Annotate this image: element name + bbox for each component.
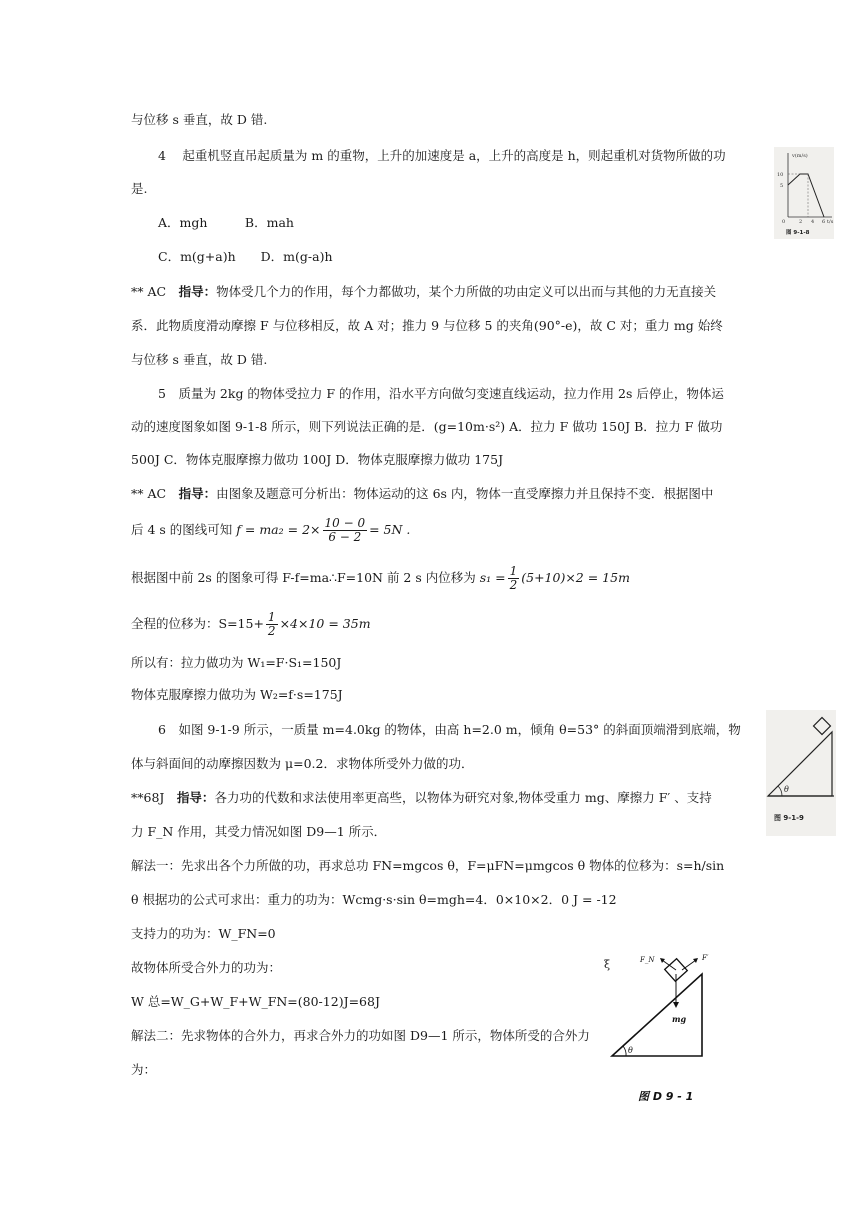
figure-d9-1 [598, 950, 718, 1110]
formula-text: 根据图中前 2s 的图象可得 F-f=ma∴F=10N 前 2 s 内位移为 [131, 570, 476, 585]
figure-9-1-8 [774, 147, 834, 239]
formula-line [131, 609, 371, 639]
option-line: C．m(g+a)h D．m(g-a)h [158, 249, 333, 264]
text-line: 支持力的功为：W_FN=0 [131, 926, 276, 941]
formula-text: 后 4 s 的图线可知 [131, 522, 233, 537]
text-line: 所以有：拉力做功为 W₁=F·S₁=150J [131, 655, 342, 670]
formula-rhs: ×4×10 = 35m [279, 616, 371, 631]
text-line: 解法二：先求物体的合外力，再求合外力的功如图 D9—1 所示，物体所受的合外力 [131, 1028, 590, 1043]
angle-label: θ [784, 785, 789, 794]
numerator: 10 − 0 [324, 516, 366, 530]
question-5: 5 质量为 2kg 的物体受拉力 F 的作用，沿水平方向做匀变速直线运动，拉力作用 2s 后停止，物体运 [158, 386, 724, 401]
axis-label-x: t/s [827, 219, 834, 225]
denominator: 2 [509, 578, 518, 592]
figure-9-1-9 [766, 710, 836, 836]
text-line: 力 F_N 作用，其受力情况如图 D9—1 所示． [131, 824, 387, 839]
tick-6: 6 [822, 219, 826, 225]
text-line: 是. [131, 181, 148, 196]
guide-label: 指导： [178, 486, 217, 501]
guide-label: 指导： [176, 790, 215, 805]
answer-text: 物体受几个力的作用，每个力都做功，某个力所做的功由定义可以出而与其他的力无直接关 [216, 284, 717, 299]
answer-text: 各力功的代数和求法使用率更高些，以物体为研究对象,物体受重力 mg、摩擦力 F′ 、支持 [214, 790, 712, 805]
text-line: 系．此物质度滑动摩擦 F 与位移相反，故 A 对；推力 9 与位移 5 的夹角(90°-e)，故 C 对；重力 mg 始终 [131, 318, 723, 333]
fraction [266, 611, 278, 638]
answer-text: 由图象及题意可分析出：物体运动的这 6s 内，物体一直受摩擦力并且保持不变．根据图中 [216, 486, 714, 501]
fraction [323, 517, 368, 544]
answer-label: ** AC [131, 486, 179, 501]
fraction [508, 565, 520, 592]
text-line: 与位移 s 垂直，故 D 错. [131, 352, 268, 367]
formula-lhs: f = ma₂ = 2× [236, 522, 321, 537]
formula-text: 全程的位移为：S=15+ [131, 616, 264, 631]
angle-label: θ [628, 1046, 633, 1055]
tick-2: 2 [799, 219, 803, 225]
text-line: 为： [131, 1062, 157, 1077]
answer-label: **68J [131, 790, 177, 805]
question-4: 4 起重机竖直吊起质量为 m 的重物，上升的加速度是 a，上升的高度是 h，则起重机对货物所做的功 [158, 148, 726, 163]
formula-line [131, 563, 630, 593]
answer-line [131, 789, 712, 807]
text-line: 体与斜面间的动摩擦因数为 μ=0.2．求物体所受外力做的功． [131, 756, 474, 771]
denominator: 2 [267, 624, 276, 638]
text-line: θ 根据功的公式可求出：重力的功为：Wcmg·s·sin θ=mgh=4．0×10×2．0 J = -12 [131, 892, 617, 907]
answer-label: ** AC [131, 284, 179, 299]
text-line: W 总=W_G+W_F+W_FN=(80-12)J=68J [131, 994, 380, 1009]
figure-caption: 图 D 9 - 1 [638, 1090, 694, 1103]
formula-rhs: = 5N . [369, 522, 411, 537]
mark-label: ξ [604, 958, 611, 971]
answer-line [131, 283, 716, 301]
guide-label: 指导： [178, 284, 217, 299]
option-line: A．mgh B．mah [158, 215, 294, 230]
origin-label: 0 [782, 219, 786, 225]
text-line: 500J C．物体克服摩擦力做功 100J D．物体克服摩擦力做功 175J [131, 452, 504, 467]
fn-label: F_N [640, 956, 655, 964]
numerator: 1 [509, 564, 518, 578]
figure-caption: 图 9-1-8 [786, 230, 810, 236]
text-line: 动的速度图象如图 9-1-8 所示，则下列说法正确的是．(g=10m·s²) A．拉力 F 做功 150J B．拉力 F 做功 [131, 419, 723, 434]
text-line: 与位移 s 垂直，故 D 错. [131, 112, 268, 127]
axis-label-y: v(m/s) [792, 153, 808, 159]
denominator: 6 − 2 [328, 530, 362, 544]
formula-lhs: s₁ = [479, 570, 506, 585]
formula-line [131, 515, 410, 545]
formula-rhs: (5+10)×2 = 15m [521, 570, 630, 585]
figure-caption: 图 9-1-9 [774, 814, 804, 822]
text-line: 解法一：先求出各个力所做的功，再求总功 FN=mgcos θ，F=μFN=μmgcos θ 物体的位移为：s=h/sin [131, 858, 725, 873]
numerator: 1 [267, 610, 276, 624]
tick-4: 4 [811, 219, 815, 225]
tick-5: 5 [780, 183, 784, 189]
tick-10: 10 [777, 172, 784, 178]
text-line: 故物体所受合外力的功为： [131, 960, 282, 975]
mg-label: mg [672, 1014, 687, 1024]
fprime-label: F′ [702, 954, 709, 962]
text-line: 物体克服摩擦力做功为 W₂=f·s=175J [131, 687, 343, 702]
answer-line [131, 485, 713, 503]
question-6: 6 如图 9-1-9 所示，一质量 m=4.0kg 的物体，由高 h=2.0 m，倾角 θ=53° 的斜面顶端滑到底端，物 [158, 722, 741, 737]
